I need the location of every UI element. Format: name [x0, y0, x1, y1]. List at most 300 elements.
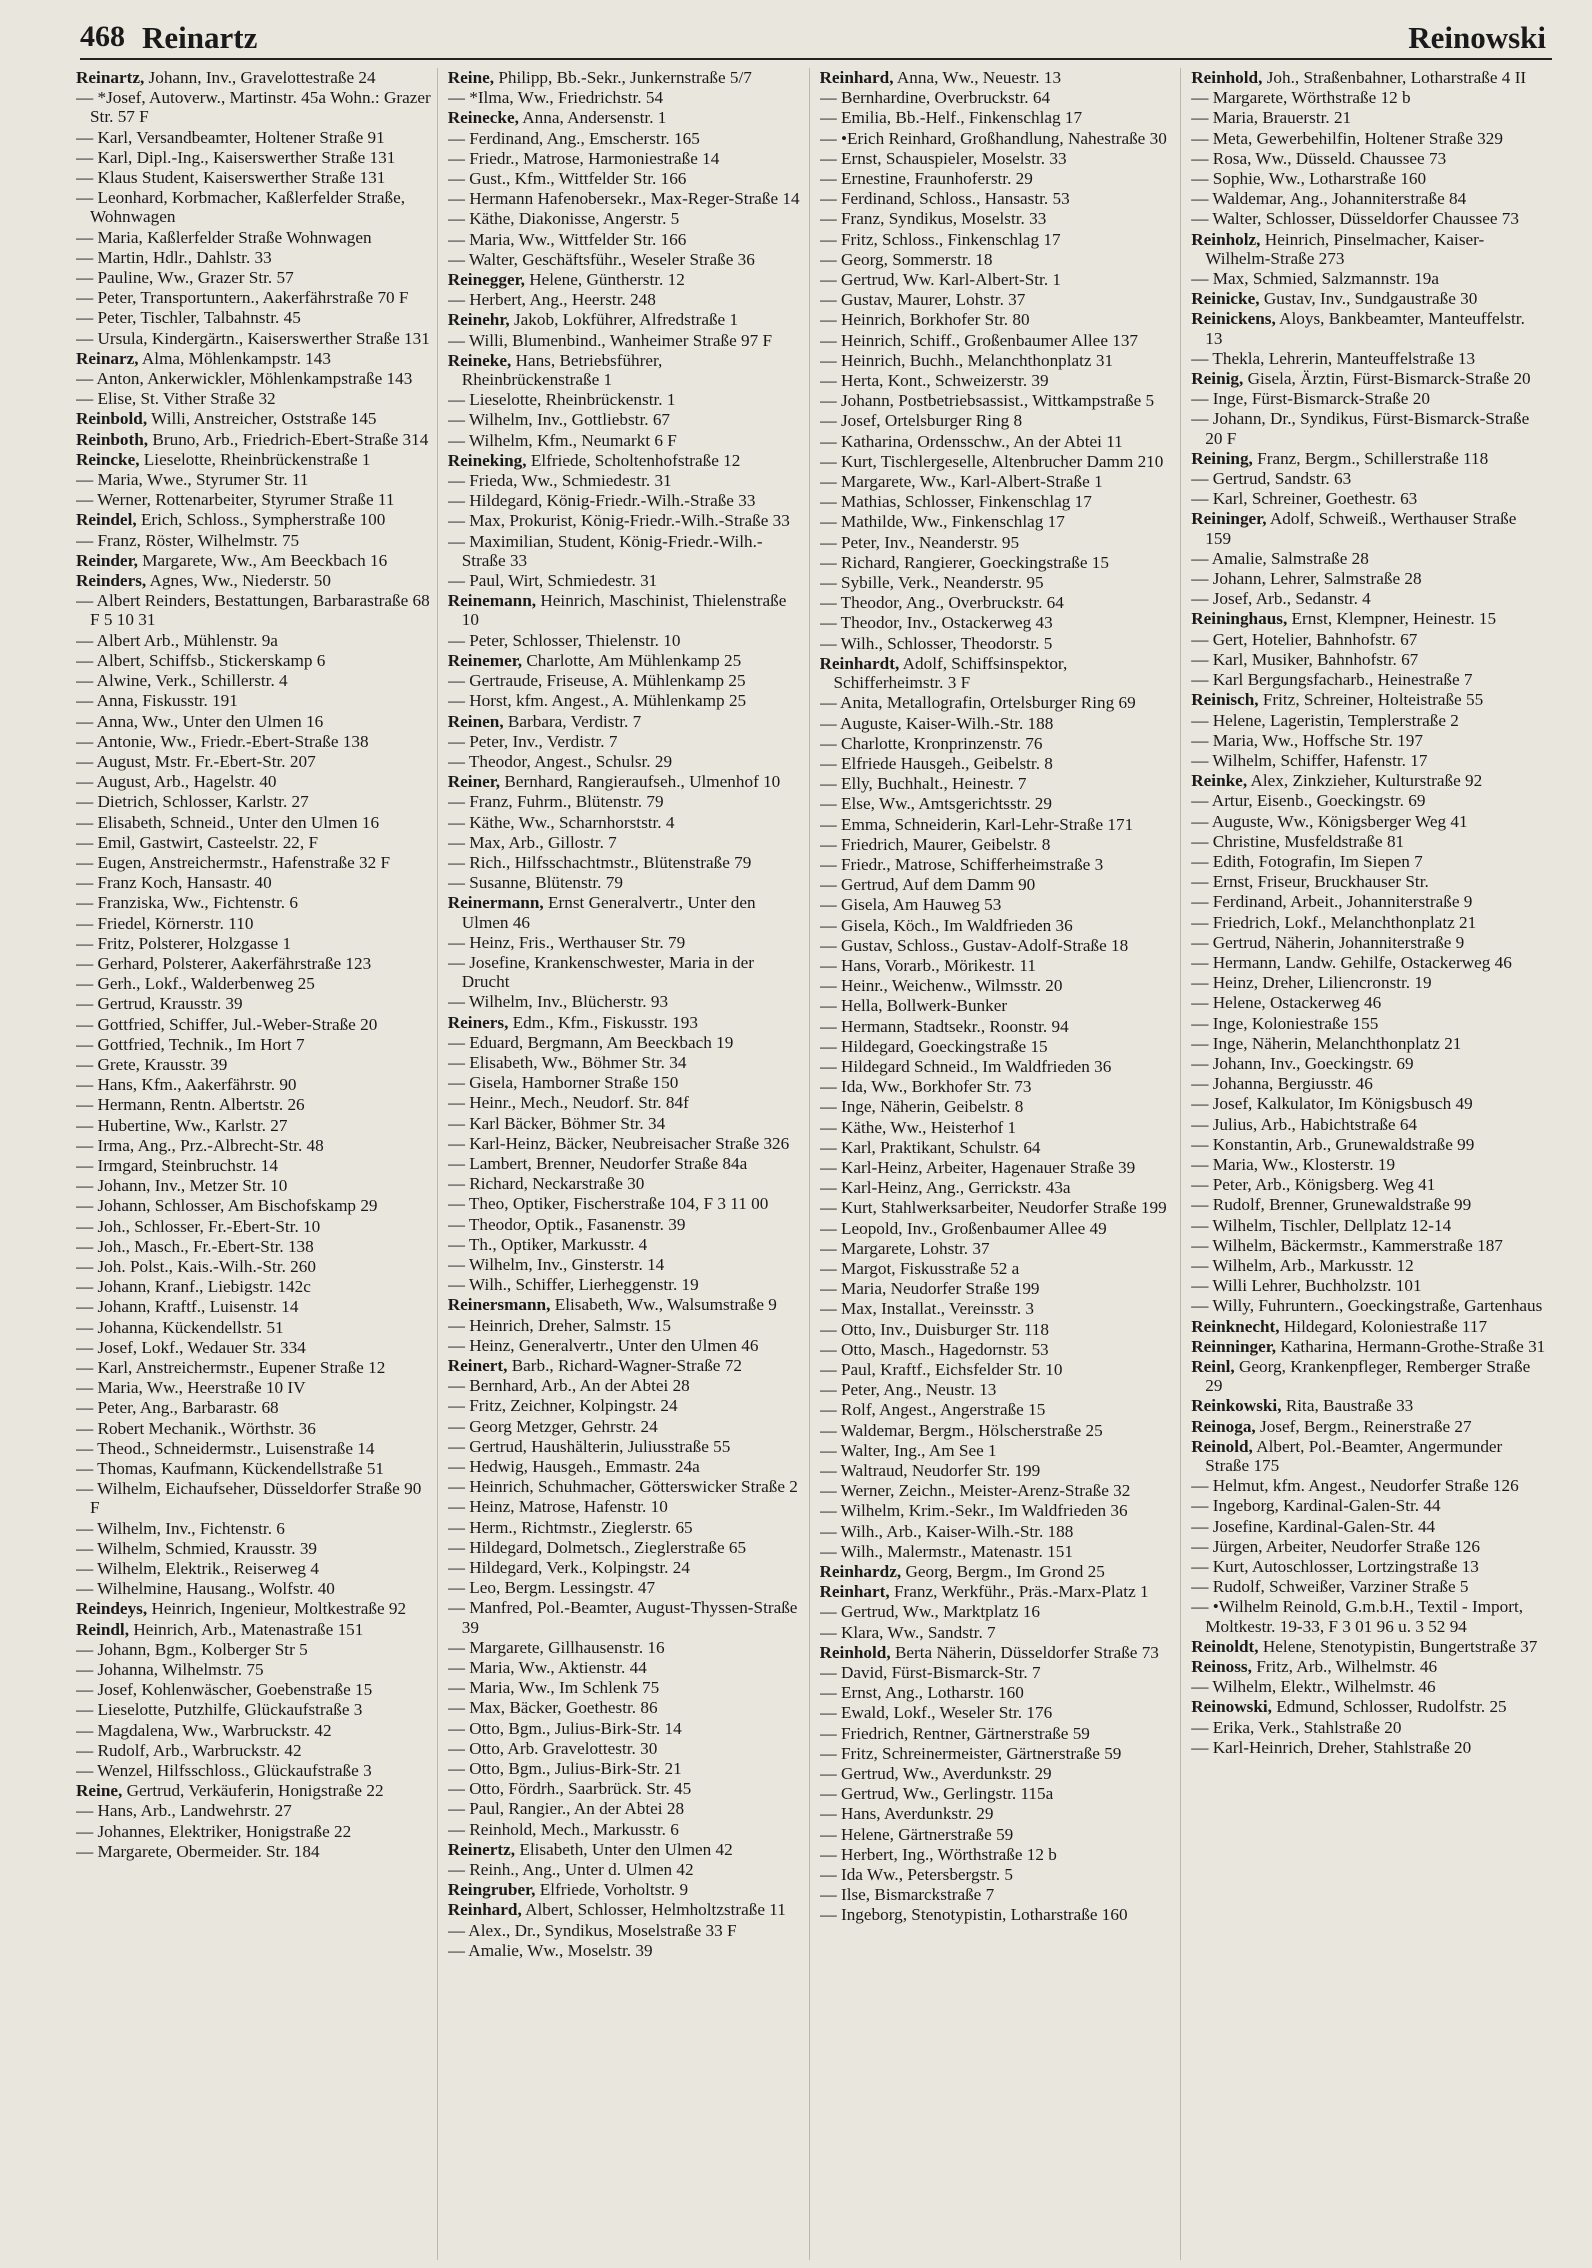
- entry-text: — Sophie, Ww., Lotharstraße 160: [1191, 169, 1427, 189]
- entry-text: — Th., Optiker, Markusstr. 4: [447, 1234, 648, 1254]
- directory-entry-head: [820, 654, 1175, 692]
- entry-text: Ernst, Klempner, Heinestr. 15: [1287, 609, 1497, 629]
- directory-entry: [1191, 549, 1546, 568]
- entry-text: — Anton, Ankerwickler, Möhlenkampstraße 143: [76, 369, 413, 389]
- entry-text: Elfriede, Vorholtstr. 9: [535, 1880, 689, 1900]
- directory-entry: [448, 1860, 803, 1879]
- directory-entry: [820, 976, 1175, 995]
- directory-entry: [820, 1461, 1175, 1480]
- entry-text: — Hermann, Landw. Gehilfe, Ostackerweg 46: [1191, 952, 1512, 972]
- directory-entry: [448, 1316, 803, 1335]
- directory-entry: [448, 331, 803, 350]
- entry-text: — Johann, Dr., Syndikus, Fürst-Bismarck-Straße 20 F: [1191, 409, 1530, 448]
- surname: Reinecke,: [447, 108, 519, 128]
- directory-entry: [820, 1178, 1175, 1197]
- directory-entry: [448, 1638, 803, 1657]
- entry-text: Gertrud, Verkäuferin, Honigstraße 22: [122, 1781, 384, 1801]
- entry-text: — Willy, Fuhruntern., Goeckingstraße, Gartenhaus: [1191, 1296, 1543, 1316]
- entry-text: — Richard, Rangierer, Goeckingstraße 15: [819, 552, 1109, 572]
- directory-entry: [820, 1764, 1175, 1783]
- entry-text: Barbara, Verdistr. 7: [503, 711, 642, 731]
- entry-text: — Artur, Eisenb., Goeckingstr. 69: [1191, 791, 1426, 811]
- surname: Reinholz,: [1191, 229, 1261, 249]
- entry-text: — Willi Lehrer, Buchholzstr. 101: [1191, 1276, 1422, 1296]
- surname: Reining,: [1191, 448, 1253, 468]
- entry-text: — Joh., Schlosser, Fr.-Ebert-Str. 10: [76, 1216, 321, 1236]
- entry-text: — Charlotte, Kronprinzenstr. 76: [819, 733, 1043, 753]
- entry-text: — Gertrud, Sandstr. 63: [1191, 469, 1352, 489]
- running-head-left: Reinartz: [142, 20, 258, 55]
- directory-entry: [76, 1822, 431, 1841]
- directory-entry: [448, 792, 803, 811]
- directory-entry: [1191, 650, 1546, 669]
- directory-entry: [448, 953, 803, 991]
- directory-entry: [76, 1419, 431, 1438]
- entry-text: — Helmut, kfm. Angest., Neudorfer Straße 126: [1191, 1476, 1519, 1496]
- surname: Reinickens,: [1191, 309, 1276, 329]
- entry-text: Heinrich, Arb., Matenastraße 151: [129, 1619, 364, 1639]
- entry-text: — Hermann, Rentn. Albertstr. 26: [76, 1095, 305, 1115]
- entry-text: — Heinrich, Dreher, Salmstr. 15: [447, 1315, 671, 1335]
- surname: Reinhard,: [819, 68, 894, 87]
- entry-text: — Herbert, Ing., Wörthstraße 12 b: [819, 1844, 1057, 1864]
- directory-entry: [448, 169, 803, 188]
- directory-entry: [1191, 670, 1546, 689]
- entry-text: — Gertrud, Ww., Gerlingstr. 115a: [819, 1784, 1054, 1804]
- directory-entry: [448, 873, 803, 892]
- entry-text: — *Ilma, Ww., Friedrichstr. 54: [447, 88, 664, 108]
- directory-entry: [448, 1376, 803, 1395]
- entry-text: — Waldemar, Bergm., Hölscherstraße 25: [819, 1420, 1103, 1440]
- running-head-right: Reinowski: [1408, 20, 1546, 55]
- directory-entry: [76, 369, 431, 388]
- surname: Reinoss,: [1191, 1657, 1252, 1677]
- entry-text: — Margarete, Lohstr. 37: [819, 1238, 990, 1258]
- entry-text: — Johanna, Wilhelmstr. 75: [76, 1660, 264, 1680]
- directory-entry: [448, 1477, 803, 1496]
- entry-text: — Margarete, Obermeider. Str. 184: [76, 1841, 320, 1861]
- directory-entry: [1191, 1256, 1546, 1275]
- directory-entry: [76, 1156, 431, 1175]
- entry-text: — Maria, Ww., Heerstraße 10 IV: [76, 1378, 306, 1398]
- entry-text: — Heinrich, Borkhofer Str. 80: [819, 310, 1030, 330]
- directory-entry: [448, 1921, 803, 1940]
- directory-entry: [820, 956, 1175, 975]
- directory-entry-head: [448, 310, 803, 329]
- entry-text: — Eduard, Bergmann, Am Beeckbach 19: [447, 1032, 734, 1052]
- directory-entry: [1191, 108, 1546, 127]
- entry-text: — Paul, Kraftf., Eichsfelder Str. 10: [819, 1360, 1063, 1379]
- directory-entry: [448, 691, 803, 710]
- directory-entry: [76, 914, 431, 933]
- directory-entry: [820, 1158, 1175, 1177]
- entry-text: — Peter, Ang., Neustr. 13: [819, 1380, 997, 1400]
- directory-entry: [76, 671, 431, 690]
- entry-text: — •Wilhelm Reinold, G.m.b.H., Textil - Import, Moltkestr. 19-33, F 3 01 96 u. 3 52 94: [1191, 1597, 1524, 1636]
- surname: Reinemann,: [447, 591, 537, 611]
- directory-entry: [76, 1116, 431, 1135]
- directory-entry: [1191, 1718, 1546, 1737]
- surname: Reindel,: [76, 510, 137, 530]
- entry-text: — Fritz, Polsterer, Holzgasse 1: [76, 933, 292, 953]
- directory-entry: [448, 290, 803, 309]
- entry-text: — Ernst, Schauspieler, Moselstr. 33: [819, 148, 1067, 168]
- directory-entry: [820, 1279, 1175, 1298]
- entry-text: — Maria, Ww., Hoffsche Str. 197: [1191, 730, 1423, 750]
- directory-entry: [820, 1501, 1175, 1520]
- entry-text: — Johanna, Bergiusstr. 46: [1191, 1074, 1373, 1094]
- surname: Reineke,: [447, 350, 512, 370]
- directory-entry: [820, 492, 1175, 511]
- entry-text: Elisabeth, Unter den Ulmen 42: [515, 1839, 733, 1859]
- entry-text: — Josef, Lokf., Wedauer Str. 334: [76, 1337, 306, 1357]
- directory-entry-head: [448, 1013, 803, 1032]
- directory-entry-head: [1191, 1657, 1546, 1676]
- entry-text: — Otto, Bgm., Julius-Birk-Str. 14: [447, 1718, 682, 1738]
- directory-entry: [820, 1340, 1175, 1359]
- directory-entry: [820, 1744, 1175, 1763]
- directory-entry: [448, 1457, 803, 1476]
- directory-entry-head: [1191, 509, 1546, 547]
- entry-text: — Georg, Sommerstr. 18: [819, 249, 993, 269]
- directory-entry: [820, 250, 1175, 269]
- entry-text: — Gisela, Hamborner Straße 150: [447, 1073, 679, 1093]
- entry-text: — Johann, Bgm., Kolberger Str 5: [76, 1639, 308, 1659]
- directory-entry-head: [1191, 1637, 1546, 1656]
- directory-entry-head: [76, 450, 431, 469]
- entry-text: — Peter, Ang., Barbarastr. 68: [76, 1398, 279, 1418]
- surname: Reinowski,: [1191, 1697, 1272, 1717]
- surname: Reinder,: [76, 550, 138, 570]
- directory-entry: [76, 1297, 431, 1316]
- entry-text: — Karl, Musiker, Bahnhofstr. 67: [1191, 649, 1419, 669]
- entry-text: — Theodor, Angest., Schulsr. 29: [447, 751, 673, 771]
- directory-entry-head: [820, 1562, 1175, 1581]
- entry-text: Alma, Möhlenkampstr. 143: [138, 348, 331, 368]
- directory-entry-head: [1191, 690, 1546, 709]
- entry-text: — Else, Ww., Amtsgerichtsstr. 29: [819, 794, 1052, 814]
- entry-text: — Wilh., Schlosser, Theodorstr. 5: [819, 633, 1053, 653]
- entry-text: — Otto, Fördrh., Saarbrück. Str. 45: [447, 1779, 692, 1799]
- entry-text: — Amalie, Ww., Moselstr. 39: [447, 1940, 653, 1960]
- entry-text: Barb., Richard-Wagner-Straße 72: [507, 1356, 742, 1375]
- entry-text: — Friedrich, Rentner, Gärtnerstraße 59: [819, 1723, 1090, 1743]
- entry-text: — Karl, Anstreichermstr., Eupener Straße 12: [76, 1358, 386, 1377]
- entry-text: — Kurt, Stahlwerksarbeiter, Neudorfer Straße 199: [819, 1198, 1167, 1218]
- entry-text: — Elly, Buchhalt., Heinestr. 7: [819, 774, 1027, 794]
- entry-text: — Amalie, Salmstraße 28: [1191, 548, 1369, 568]
- entry-text: — Hubertine, Ww., Karlstr. 27: [76, 1115, 288, 1135]
- directory-entry: [448, 732, 803, 751]
- entry-text: Georg, Krankenpfleger, Remberger Straße 29: [1205, 1357, 1531, 1396]
- directory-entry: [76, 752, 431, 771]
- directory-entry: [448, 1134, 803, 1153]
- surname: Reingruber,: [447, 1880, 536, 1900]
- directory-entry: [1191, 1236, 1546, 1255]
- directory-entry: [448, 752, 803, 771]
- directory-entry: [76, 1338, 431, 1357]
- directory-entry: [1191, 149, 1546, 168]
- surname: Reininger,: [1191, 509, 1267, 529]
- entry-text: — Walter, Schlosser, Düsseldorfer Chaussee 73: [1191, 209, 1519, 229]
- entry-text: — Mathilde, Ww., Finkenschlag 17: [819, 512, 1065, 532]
- entry-text: — Frieda, Ww., Schmiedestr. 31: [447, 471, 672, 491]
- directory-entry: [820, 1663, 1175, 1682]
- directory-entry: [820, 1542, 1175, 1561]
- directory-entry: [76, 1479, 431, 1517]
- directory-entry-head: [1191, 1437, 1546, 1475]
- directory-entry: [820, 1198, 1175, 1217]
- directory-entry-head: [448, 651, 803, 670]
- directory-entry: [448, 853, 803, 872]
- surname: Reinhold,: [819, 1642, 891, 1662]
- surname: Reinold,: [1191, 1436, 1253, 1456]
- directory-entry: [820, 855, 1175, 874]
- directory-entry: [76, 128, 431, 147]
- entry-text: — Margarete, Ww., Karl-Albert-Straße 1: [819, 472, 1103, 492]
- directory-entry: [76, 148, 431, 167]
- entry-text: — Helene, Lageristin, Templerstraße 2: [1191, 710, 1459, 730]
- directory-entry: [448, 230, 803, 249]
- directory-entry: [448, 1154, 803, 1173]
- directory-entry: [820, 331, 1175, 350]
- directory-entry: [820, 351, 1175, 370]
- directory-entry: [820, 432, 1175, 451]
- entry-text: — Rolf, Angest., Angerstraße 15: [819, 1400, 1046, 1420]
- directory-entry-head: [1191, 609, 1546, 628]
- entry-text: — Georg Metzger, Gehrstr. 24: [447, 1416, 658, 1436]
- entry-text: — Wilhelm, Inv., Blücherstr. 93: [447, 992, 669, 1012]
- entry-text: — Helene, Gärtnerstraße 59: [819, 1824, 1014, 1844]
- entry-text: — Walter, Geschäftsführ., Weseler Straße 36: [447, 249, 755, 269]
- entry-text: — Reinhold, Mech., Markusstr. 6: [447, 1819, 679, 1839]
- directory-entry: [76, 308, 431, 327]
- directory-entry-head: [1191, 1417, 1546, 1436]
- directory-entry: [448, 1194, 803, 1213]
- directory-entry: [820, 613, 1175, 632]
- directory-entry-head: [448, 591, 803, 629]
- entry-text: — Peter, Transportuntern., Aakerfährstraße 70 F: [76, 288, 409, 308]
- entry-text: — Franz Koch, Hansastr. 40: [76, 873, 272, 893]
- entry-text: — *Josef, Autoverw., Martinstr. 45a Wohn.: Grazer Str. 57 F: [76, 88, 431, 127]
- directory-entry: [76, 268, 431, 287]
- directory-entry: [820, 1259, 1175, 1278]
- directory-entry: [820, 1845, 1175, 1864]
- surname: Reinke,: [1191, 771, 1248, 791]
- entry-text: — Rich., Hilfsschachtmstr., Blütenstraße 79: [447, 852, 752, 872]
- entry-text: — Wilhelm, Kfm., Neumarkt 6 F: [447, 430, 677, 450]
- directory-entry: [820, 1118, 1175, 1137]
- directory-entry: [76, 994, 431, 1013]
- entry-text: Edmund, Schlosser, Rudolfstr. 25: [1271, 1697, 1507, 1717]
- directory-entry: [76, 651, 431, 670]
- directory-entry-head: [76, 1599, 431, 1618]
- entry-text: — Paul, Wirt, Schmiedestr. 31: [447, 571, 658, 591]
- entry-text: — Johann, Lehrer, Salmstraße 28: [1191, 569, 1422, 589]
- directory-entry: [820, 1825, 1175, 1844]
- directory-entry: [448, 671, 803, 690]
- directory-columns: [76, 68, 1552, 2260]
- directory-entry: [820, 714, 1175, 733]
- directory-entry-head: [1191, 1396, 1546, 1415]
- entry-text: — Friedel, Körnerstr. 110: [76, 913, 254, 933]
- directory-entry: [76, 531, 431, 550]
- entry-text: — Peter, Schlosser, Thielenstr. 10: [447, 630, 681, 650]
- entry-text: — Hildegard, Dolmetsch., Zieglerstraße 65: [447, 1537, 747, 1557]
- entry-text: — Waldemar, Ang., Johanniterstraße 84: [1191, 189, 1467, 209]
- entry-text: — Gottfried, Technik., Im Hort 7: [76, 1034, 305, 1054]
- directory-entry: [76, 1721, 431, 1740]
- directory-entry: [1191, 129, 1546, 148]
- directory-entry: [820, 1380, 1175, 1399]
- directory-entry: [448, 1255, 803, 1274]
- entry-text: — Friedrich, Maurer, Geibelstr. 8: [819, 834, 1051, 854]
- entry-text: — Gottfried, Schiffer, Jul.-Weber-Straße 20: [76, 1014, 378, 1034]
- directory-entry: [820, 472, 1175, 491]
- directory-entry: [76, 712, 431, 731]
- entry-text: — Ferdinand, Schloss., Hansastr. 53: [819, 189, 1070, 209]
- directory-entry: [820, 1239, 1175, 1258]
- directory-entry: [1191, 1738, 1546, 1757]
- directory-entry: [820, 209, 1175, 228]
- directory-entry: [820, 815, 1175, 834]
- directory-entry: [820, 391, 1175, 410]
- entry-text: — Ernst, Friseur, Bruckhauser Str.: [1191, 872, 1429, 892]
- directory-entry-head: [76, 349, 431, 368]
- entry-text: — Jürgen, Arbeiter, Neudorfer Straße 126: [1191, 1536, 1480, 1556]
- directory-entry: [820, 573, 1175, 592]
- directory-entry-head: [448, 68, 803, 87]
- directory-entry: [1191, 711, 1546, 730]
- directory-entry: [820, 693, 1175, 712]
- directory-entry: [448, 88, 803, 107]
- directory-entry: [448, 1598, 803, 1636]
- directory-entry: [820, 996, 1175, 1015]
- directory-entry: [1191, 812, 1546, 831]
- surname: Reinboth,: [76, 429, 149, 449]
- entry-text: — Edith, Fotografin, Im Siepen 7: [1191, 851, 1423, 871]
- entry-text: — Auguste, Kaiser-Wilh.-Str. 188: [819, 713, 1054, 733]
- directory-entry: [76, 1579, 431, 1598]
- entry-text: — Wilhelm, Bäckermstr., Kammerstraße 187: [1191, 1235, 1503, 1255]
- surname: Reinicke,: [1191, 289, 1260, 309]
- entry-text: — Friedr., Matrose, Harmoniestraße 14: [447, 148, 720, 168]
- directory-entry-head: [1191, 309, 1546, 347]
- directory-entry: [448, 1739, 803, 1758]
- entry-text: — Ernestine, Fraunhoferstr. 29: [819, 169, 1033, 189]
- directory-entry-head: [448, 270, 803, 289]
- entry-text: — Emil, Gastwirt, Casteelstr. 22, F: [76, 832, 319, 852]
- directory-entry: [820, 1724, 1175, 1743]
- entry-text: — Inge, Näherin, Geibelstr. 8: [819, 1097, 1024, 1117]
- entry-text: — Hans, Kfm., Aakerfährstr. 90: [76, 1075, 297, 1095]
- entry-text: — Gertrud, Ww., Marktplatz 16: [819, 1602, 1041, 1622]
- entry-text: — Rudolf, Brenner, Grunewaldstraße 99: [1191, 1195, 1472, 1215]
- entry-text: — Gertraude, Friseuse, A. Mühlenkamp 25: [447, 671, 746, 691]
- entry-text: — Franz, Syndikus, Moselstr. 33: [819, 209, 1047, 229]
- entry-text: — August, Arb., Hagelstr. 40: [76, 772, 277, 792]
- entry-text: — Hans, Arb., Landwehrstr. 27: [76, 1801, 292, 1821]
- directory-entry: [1191, 1476, 1546, 1495]
- directory-entry-head: [1191, 1357, 1546, 1395]
- directory-entry: [448, 1396, 803, 1415]
- entry-text: — Werner, Zeichn., Meister-Arenz-Straße 32: [819, 1481, 1131, 1501]
- entry-text: — Theo, Optiker, Fischerstraße 104, F 3 11 00: [447, 1194, 769, 1214]
- entry-text: — Christine, Musfeldstraße 81: [1191, 831, 1405, 851]
- entry-text: — Ingeborg, Kardinal-Galen-Str. 44: [1191, 1496, 1441, 1516]
- entry-text: — Kurt, Autoschlosser, Lortzingstraße 13: [1191, 1557, 1479, 1577]
- directory-entry: [448, 1759, 803, 1778]
- directory-entry: [1191, 973, 1546, 992]
- entry-text: — Sybille, Verk., Neanderstr. 95: [819, 573, 1044, 593]
- directory-entry: [820, 1865, 1175, 1884]
- entry-text: — Magdalena, Ww., Warbruckstr. 42: [76, 1720, 332, 1740]
- directory-entry: [1191, 852, 1546, 871]
- directory-entry: [1191, 589, 1546, 608]
- entry-text: — Ilse, Bismarckstraße 7: [819, 1885, 995, 1905]
- directory-entry: [1191, 953, 1546, 972]
- entry-text: — Heinrich, Buchh., Melanchthonplatz 31: [819, 350, 1114, 370]
- entry-text: — Rosa, Ww., Düsseld. Chaussee 73: [1191, 148, 1447, 168]
- directory-entry: [820, 1320, 1175, 1339]
- entry-text: — Julius, Arb., Habichtstraße 64: [1191, 1114, 1418, 1134]
- directory-entry-head: [76, 409, 431, 428]
- directory-entry: [76, 1176, 431, 1195]
- surname: Reininghaus,: [1191, 609, 1288, 629]
- directory-entry: [76, 1196, 431, 1215]
- entry-text: — Meta, Gewerbehilfin, Holtener Straße 329: [1191, 128, 1503, 148]
- entry-text: — Joh., Masch., Fr.-Ebert-Str. 138: [76, 1236, 314, 1256]
- directory-entry: [448, 1336, 803, 1355]
- entry-text: — Gertrud, Krausstr. 39: [76, 994, 243, 1014]
- directory-entry: [820, 533, 1175, 552]
- directory-entry-head: [76, 571, 431, 590]
- entry-text: — David, Fürst-Bismarck-Str. 7: [819, 1663, 1041, 1683]
- directory-entry: [76, 591, 431, 629]
- surname: Reindeys,: [76, 1599, 148, 1619]
- entry-text: — Albert Arb., Mühlenstr. 9a: [76, 630, 278, 650]
- directory-entry: [1191, 913, 1546, 932]
- directory-entry: [76, 853, 431, 872]
- entry-text: Franz, Bergm., Schillerstraße 118: [1252, 448, 1489, 468]
- entry-text: — Bernhard, Arb., An der Abtei 28: [447, 1376, 690, 1396]
- entry-text: — Wilhelm, Elektr., Wilhelmstr. 46: [1191, 1677, 1436, 1697]
- directory-entry: [76, 1459, 431, 1478]
- entry-text: — Reinh., Ang., Unter d. Ulmen 42: [447, 1860, 694, 1880]
- column-1: [76, 68, 438, 2260]
- entry-text: — Irmgard, Steinbruchstr. 14: [76, 1155, 278, 1175]
- directory-entry-head: [448, 772, 803, 791]
- entry-text: — Hildegard, Goeckingstraße 15: [819, 1036, 1048, 1056]
- directory-entry: [76, 1095, 431, 1114]
- surname: Reinen,: [447, 711, 504, 731]
- entry-text: — Lieselotte, Putzhilfe, Glückaufstraße 3: [76, 1700, 363, 1720]
- directory-entry: [820, 1421, 1175, 1440]
- entry-text: — Herm., Richtmstr., Zieglerstr. 65: [447, 1517, 693, 1537]
- directory-entry: [820, 835, 1175, 854]
- entry-text: — Maximilian, Student, König-Friedr.-Wilh.-Straße 33: [447, 531, 763, 570]
- directory-entry: [448, 1235, 803, 1254]
- directory-entry: [448, 189, 803, 208]
- directory-entry: [76, 1277, 431, 1296]
- directory-entry-head: [1191, 1337, 1546, 1356]
- surname: Reinermann,: [447, 893, 544, 913]
- entry-text: — Heinr., Mech., Neudorf. Str. 84f: [447, 1093, 689, 1113]
- entry-text: — Peter, Tischler, Talbahnstr. 45: [76, 308, 301, 328]
- directory-entry: [448, 1678, 803, 1697]
- directory-entry: [820, 1441, 1175, 1460]
- entry-text: Anna, Andersenstr. 1: [518, 108, 667, 128]
